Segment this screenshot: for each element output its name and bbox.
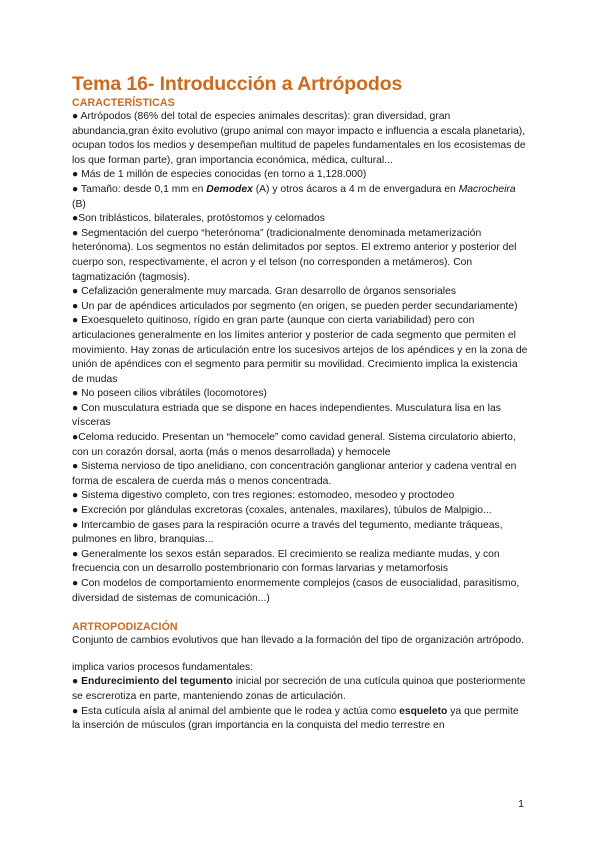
paragraph (72, 183, 528, 212)
paragraph: ● Excreción por glándulas excretoras (coxales, antenales, maxilares), túbulos de Malpigio... (72, 505, 492, 517)
paragraph: ● Generalmente los sexos están separados. El crecimiento se realiza mediante mudas, y con frecuencia con un desarrollo postembrionario con formas larvarias y metamorfosis (72, 548, 500, 575)
text: ● Esta cutícula aísla al animal del ambiente que le rodea y actúa como (72, 705, 400, 717)
page-title: Tema 16- Introducción a Artrópodos (72, 73, 403, 95)
paragraph: ● No poseen cilios vibrátiles (locomotores) (72, 388, 267, 400)
section-heading-artropodizacion: ARTROPODIZACIÓN (72, 621, 178, 634)
paragraph: ● Intercambio de gases para la respiración ocurre a través del tegumento, mediante tráqueas, pulmones en libro, branquias... (72, 519, 503, 546)
paragraph: implica varios procesos fundamentales: (72, 661, 254, 673)
paragraph: ● Cefalización generalmente muy marcada. Gran desarrollo de órganos sensoriales (72, 286, 456, 298)
paragraph: ● Sistema digestivo completo, con tres regiones: estomodeo, mesodeo y proctodeo (72, 490, 455, 502)
paragraph: ● Con modelos de comportamiento enormemente complejos (casos de eusocialidad, parasitismo, diversidad de sistemas de comunicación...) (72, 578, 520, 604)
paragraph: ●Celoma reducido. Presentan un “hemocele” como cavidad general. Sistema circulatorio abierto, con un corazón dorsal, aorta (más o menos desarrollada) y hemocele (72, 432, 516, 458)
paragraph: ● Más de 1 millón de especies conocidas (en torno a 1,128.000) (72, 169, 367, 181)
paragraph: ● Con musculatura estriada que se dispone en haces independientes. Musculatura lisa en las vísceras (72, 402, 501, 429)
paragraph: ● Un par de apéndices articulados por segmento (en origen, se pueden perder secundariamente) (72, 300, 518, 312)
paragraph: ● Sistema nervioso de tipo anelidiano, con concentración ganglionar anterior y cadena ventral en forma de escalera de cuerda más o menos concentrada. (72, 461, 517, 487)
paragraph: Conjunto de cambios evolutivos que han llevado a la formación del tipo de organización artrópodo. (72, 635, 524, 647)
genus-name: Macrocheira (458, 183, 516, 195)
text: (B) (72, 198, 86, 210)
text: ● (72, 676, 82, 688)
paragraph (72, 675, 528, 704)
emphasis: Endurecimiento del tegumento (81, 676, 233, 688)
paragraph: ● Artrópodos (86% del total de especies animales descritas): gran diversidad, gran abundancia,gran éxito evolutivo (grupo animal con mayor impacto e influencia a escala planetaria), ocupan todos los medios y desempeñan multitud de papeles fundamentales en los ecosistemas de los que forman parte), gran importancia económica, médica, cultural... (72, 111, 526, 166)
document-page (72, 72, 528, 734)
text: inicial por secreción de una cutícula quinoa que posteriormente se escrerotiza en parte, manteniendo zonas de articulación. (72, 676, 526, 702)
emphasis: esqueleto (399, 705, 448, 717)
spacer (72, 606, 528, 620)
genus-name: Demodex (206, 183, 253, 195)
paragraph: ● Exoesqueleto quitinoso, rígido en gran parte (aunque con cierta variabilidad) pero con articulaciones generalmente en los límites anterior y posterior de cada segmento que permiten el movimiento. Hay zonas de articulación entre los sucesivos artejos de los apéndices y en la zona de unión de apéndices con el segmento para permitir su movilidad. Crecimiento implica la existencia de mudas (72, 315, 528, 385)
text: ya que permite la inserción de músculos (gran importancia en la conquista del medio terrestre en (72, 705, 519, 732)
section-heading-caracteristicas: CARACTERÍSTICAS (72, 97, 175, 109)
page-number: 1 (518, 798, 524, 810)
paragraph: ●Son triblásticos, bilaterales, protóstomos y celomados (72, 213, 325, 225)
spacer (72, 649, 528, 661)
paragraph (72, 705, 528, 734)
paragraph: ● Segmentación del cuerpo “heterónoma” (tradicionalmente denominada metamerización heterónoma). Los segmentos no están delimitados por septos. El extremo anterior y posterior del cuerpo son, respectivamente, el acron y el telson (no corresponden a metámeros). Con tagmatización (tagmosis). (72, 227, 517, 283)
text: ● Tamaño: desde 0,1 mm en (72, 183, 207, 195)
text: (A) y otros ácaros a 4 m de envergadura en (252, 183, 459, 195)
